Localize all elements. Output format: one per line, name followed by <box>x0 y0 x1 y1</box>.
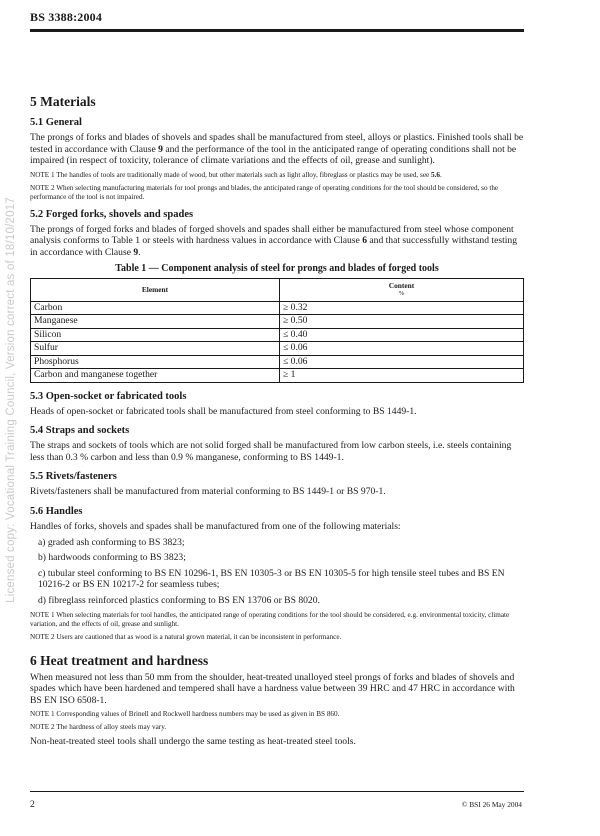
heat-treatment-paragraph-2: Non-heat-treated steel tools shall undergo the same testing as heat-treated steel tools. <box>30 736 356 748</box>
open-socket-paragraph: Heads of open-socket or fabricated tools shall be manufactured from steel conforming to BS 1449-1. <box>30 405 417 417</box>
handle-materials-list <box>30 537 524 607</box>
section-heading-handles: 5.6 Handles <box>30 505 83 517</box>
license-watermark: Licensed copy: Vocational Training Council, Version correct as of 18/10/2017 <box>5 197 17 603</box>
element-cell: Carbon and manganese together <box>31 369 280 383</box>
page-number: 2 <box>30 799 35 810</box>
section-heading-general: 5.1 General <box>30 117 82 128</box>
table-row <box>31 355 524 369</box>
handles-paragraph: Handles of forks, shovels and spades shall be manufactured from one of the following materials: <box>30 520 401 532</box>
section-heading-rivets: 5.5 Rivets/fasteners <box>30 471 117 483</box>
section-heading-open-socket: 5.3 Open-socket or fabricated tools <box>30 390 187 402</box>
content-cell: ≤ 0.40 <box>280 328 524 342</box>
section-heading-forged: 5.2 Forged forks, shovels and spades <box>30 208 194 220</box>
section-heading-heat-treatment: 6 Heat treatment and hardness <box>30 652 209 668</box>
content-cell: ≥ 0.50 <box>280 315 524 329</box>
table-row <box>31 369 524 383</box>
element-cell: Silicon <box>31 328 280 342</box>
table-row <box>31 301 524 315</box>
content-cell: ≤ 0.06 <box>280 355 524 369</box>
element-cell: Manganese <box>31 315 280 329</box>
table-row <box>31 315 524 329</box>
component-analysis-table <box>30 278 524 383</box>
general-paragraph: The prongs of forks and blades of shovels and spades shall be manufactured from steel, alloys or plastics. Finished tools shall be tested in accordance with Clause 9 and the performance of the tool in the anticipated range of operating conditions shall not be impaired (in respect of toxicity, tolerance of climate variations and the effects of oil, grease and sunlight). <box>30 132 524 167</box>
content-cell: ≤ 0.06 <box>280 342 524 356</box>
copyright-notice: © BSI 26 May 2004 <box>461 800 522 809</box>
general-note-2: NOTE 2 When selecting manufacturing materials for tool prongs and blades, the anticipated range of operating conditions for the tool should be considered, so the performance of the tool is not impaired. <box>30 183 499 201</box>
section-heading-straps: 5.4 Straps and sockets <box>30 425 130 437</box>
handles-note-2: NOTE 2 Users are cautioned that as wood is a natural grown material, it can be inconsistent in performance. <box>30 632 342 641</box>
header-rule <box>30 29 524 32</box>
handles-note-1: NOTE 1 When selecting materials for tool handles, the anticipated range of operating conditions for the tool should be considered, e.g. environmental toxicity, climate variation, and the effects of oil, grease and sunlight. <box>30 610 510 628</box>
heat-treatment-note-1: NOTE 1 Corresponding values of Brinell and Rockwell hardness numbers may be used as given in BS 860. <box>30 710 340 719</box>
content-cell: ≥ 0.32 <box>280 301 524 315</box>
element-cell: Phosphorus <box>31 355 280 369</box>
element-cell: Carbon <box>31 301 280 315</box>
general-note-1: NOTE 1 The handles of tools are traditionally made of wood, but other materials such as light alloy, fibreglass or plastics may be used, see 5.6. <box>30 170 442 179</box>
list-item: d) fibreglass reinforced plastics conforming to BS EN 13706 or BS 8020. <box>38 594 320 606</box>
footer-rule <box>30 791 524 792</box>
list-item: a) graded ash conforming to BS 3823; <box>38 536 185 548</box>
list-item: b) hardwoods conforming to BS 3823; <box>38 552 186 564</box>
table-row <box>31 342 524 356</box>
document-id: BS 3388:2004 <box>30 10 103 24</box>
table-header-content: Content % <box>280 278 524 301</box>
section-heading-materials: 5 Materials <box>30 94 96 109</box>
heat-treatment-paragraph: When measured not less than 50 mm from the shoulder, heat-treated unalloyed steel prongs of forks and blades of shovels and spades which have been hardened and tempered shall have a hardness value between 39 HRC and 47 HRC in accordance with BS EN ISO 6508-1. <box>30 671 515 706</box>
content-cell: ≥ 1 <box>280 369 524 383</box>
rivets-paragraph: Rivets/fasteners shall be manufactured from material conforming to BS 1449-1 or BS 970-1. <box>30 486 386 498</box>
list-item: c) tubular steel conforming to BS EN 10296-1, BS EN 10305-3 or BS EN 10305-5 for high tensile steel tubes and BS EN 10216-2 or BS EN 10217-2 for seamless tubes; <box>38 567 505 591</box>
forged-paragraph: The prongs of forged forks and blades of forged shovels and spades shall either be manufactured from steel whose component analysis conforms to Table 1 or steels with hardness values in accordance with Clause 6 and that successfully withstand testing in accordance with Clause 9. <box>30 223 517 258</box>
table-caption: Table 1 — Component analysis of steel for prongs and blades of forged tools <box>115 262 439 274</box>
element-cell: Sulfur <box>31 342 280 356</box>
table-header-element: Element <box>31 278 280 301</box>
straps-paragraph: The straps and sockets of tools which are not solid forged shall be manufactured from low carbon steels, i.e. steels containing less than 0.3 % carbon and less than 0.9 % manganese, conforming to BS 1449-1. <box>30 440 512 463</box>
table-row <box>31 328 524 342</box>
main-content <box>30 93 524 748</box>
heat-treatment-note-2: NOTE 2 The hardness of alloy steels may vary. <box>30 723 167 732</box>
